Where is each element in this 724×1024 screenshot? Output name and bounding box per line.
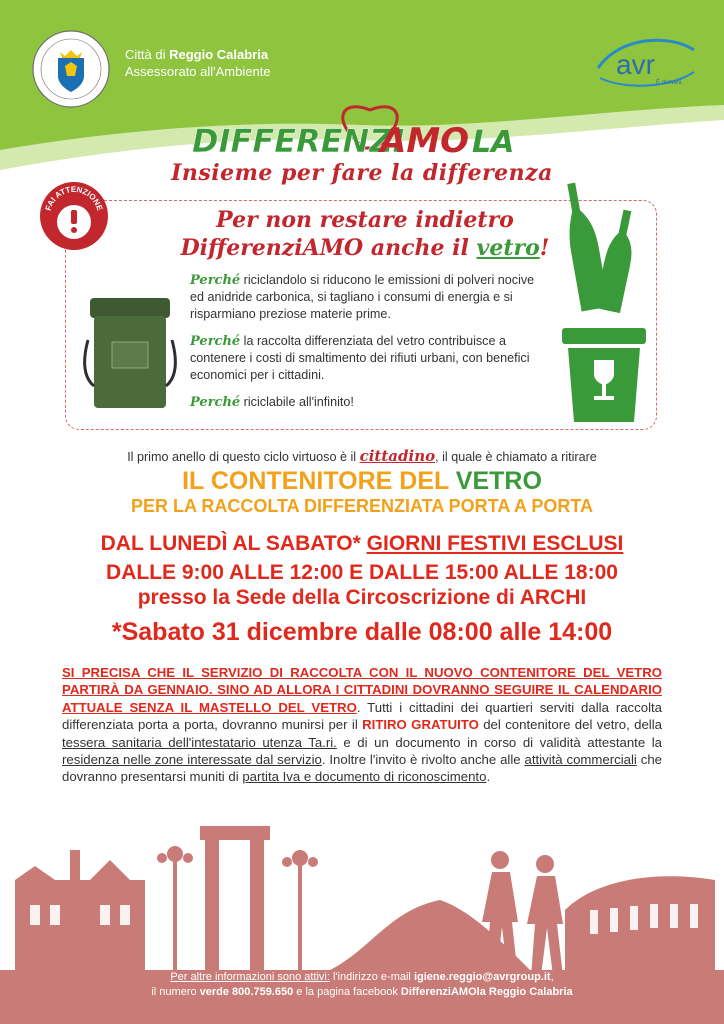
notice-partita: partita Iva e documento di riconoscimento xyxy=(242,769,487,785)
headline-highlight: VETRO xyxy=(455,467,542,495)
notice-paragraph xyxy=(62,664,662,786)
city-line-1 xyxy=(125,46,271,63)
notice-warning: SI PRECISA CHE IL SERVIZIO DI RACCOLTA CON IL NUOVO CONTENITORE DEL VETRO PARTIRÀ DA GENNAIO. SINO AD ALLORA I CITTADINI DOVRANNO SEGUIRE IL CALENDARIO ATTUALE SENZA IL MASTELLO DEL VETRO xyxy=(62,665,662,715)
tagline: Insieme per fare la differenza xyxy=(171,160,553,186)
headline-prefix: IL CONTENITORE DEL xyxy=(182,467,456,495)
city-crest-icon xyxy=(30,28,112,110)
intro-text xyxy=(0,447,724,465)
schedule-days xyxy=(0,532,724,556)
box-title-line-1: Per non restare indietro xyxy=(216,207,514,233)
notice-text-6: . xyxy=(486,769,491,785)
footer-line-2 xyxy=(0,985,724,1000)
footer-line-1 xyxy=(0,970,724,985)
footer-email-suffix: , xyxy=(550,971,554,983)
reason-3-text: riciclabile all'infinito! xyxy=(240,395,354,409)
notice-text-1: . Tutti i cittadini dei quartieri serviti dalla raccolta differenziata porta a porta, dovranno munirsi per il xyxy=(62,699,662,733)
notice-text-5: che dovranno presentarsi muniti di xyxy=(62,752,662,785)
notice-text-2: del contenitore del vetro, della xyxy=(478,717,663,733)
headline-contenitore xyxy=(0,467,724,496)
city-prefix: Città di xyxy=(125,47,170,62)
notice-residenza: residenza nelle zone interessate dal servizio xyxy=(62,752,322,768)
footer-facebook-prefix: e la pagina facebook xyxy=(293,986,401,998)
footer-phone-prefix: il numero xyxy=(151,986,200,998)
brand-part-2: AMO xyxy=(380,121,470,161)
avr-logo-text: avr xyxy=(616,49,655,80)
glass-bin-icon xyxy=(560,326,648,424)
attention-badge-text: FAI ATTENZIONE xyxy=(43,184,105,212)
footer-email-prefix: l'indirizzo e-mail xyxy=(329,971,414,983)
footer-email[interactable]: igiene.reggio@avrgroup.it xyxy=(413,971,551,983)
reason-2-keyword: Perché xyxy=(190,334,241,349)
footer-facebook[interactable]: DifferenziAMOla Reggio Calabria xyxy=(400,986,573,998)
intro-keyword: cittadino xyxy=(359,447,436,465)
brand-part-1: DIFFERENZI xyxy=(192,122,405,160)
notice-ritiro: RITIRO GRATUITO xyxy=(362,717,479,733)
schedule-place: presso la Sede della Circoscrizione di ARCHI xyxy=(137,586,587,609)
schedule-holidays: GIORNI FESTIVI ESCLUSI xyxy=(366,532,624,555)
schedule-special: *Sabato 31 dicembre dalle 08:00 alle 14:00 xyxy=(111,618,613,646)
reason-2-text: la raccolta differenziata del vetro contribuisce a contenere i costi di smaltimento dei rifiuti urbani, con benefici economici per i cittadini. xyxy=(190,334,530,382)
city-header xyxy=(125,46,271,80)
headline-raccolta: PER LA RACCOLTA DIFFERENZIATA PORTA A PORTA xyxy=(131,496,593,516)
schedule-hours: DALLE 9:00 ALLE 12:00 E DALLE 15:00 ALLE 18:00 xyxy=(106,561,618,584)
city-line-2: Assessorato all'Ambiente xyxy=(125,64,271,79)
reason-1 xyxy=(190,272,550,323)
reason-1-keyword: Perché xyxy=(190,273,241,288)
glass-bin-image xyxy=(80,282,180,412)
box-title-line-2 xyxy=(150,234,580,262)
intro-before: Il primo anello di questo ciclo virtuoso è il xyxy=(127,450,360,464)
reason-1-text: riciclandolo si riducono le emissioni di polveri nocive ed anidride carbonica, si tagliano i consumi di energia e si risparmiano preziose materie prime. xyxy=(190,273,535,321)
reasons-list xyxy=(190,272,550,421)
box-title-highlight: vetro xyxy=(476,235,540,261)
notice-text-3: e di un documento in corso di validità attestante la xyxy=(336,734,663,750)
footer-phone[interactable]: verde 800.759.650 xyxy=(199,986,294,998)
intro-after: , il quale è chiamato a ritirare xyxy=(435,450,597,464)
box-title-prefix: DifferenziAMO anche il xyxy=(180,235,477,261)
avr-logo-tagline: È domani. xyxy=(656,80,684,86)
reason-3 xyxy=(190,394,550,411)
notice-text-4: . Inoltre l'invito è rivolto anche alle xyxy=(321,752,525,768)
footer-contact xyxy=(0,970,724,1000)
reason-2 xyxy=(190,333,550,384)
brand-part-3: LA xyxy=(472,125,515,160)
schedule-days-text: DAL LUNEDÌ AL SABATO* xyxy=(100,532,367,555)
notice-tessera: tessera sanitaria dell'intestatario utenza Ta.ri. xyxy=(62,734,337,750)
footer-intro: Per altre informazioni sono attivi: xyxy=(170,971,330,983)
avr-logo xyxy=(590,28,700,98)
reason-3-keyword: Perché xyxy=(190,395,241,410)
notice-attivita: attività commerciali xyxy=(524,752,637,768)
bottles-icon xyxy=(565,180,645,315)
city-name-bold: Reggio Calabria xyxy=(169,47,269,62)
box-title-suffix: ! xyxy=(539,235,550,261)
attention-badge-icon xyxy=(38,180,110,252)
